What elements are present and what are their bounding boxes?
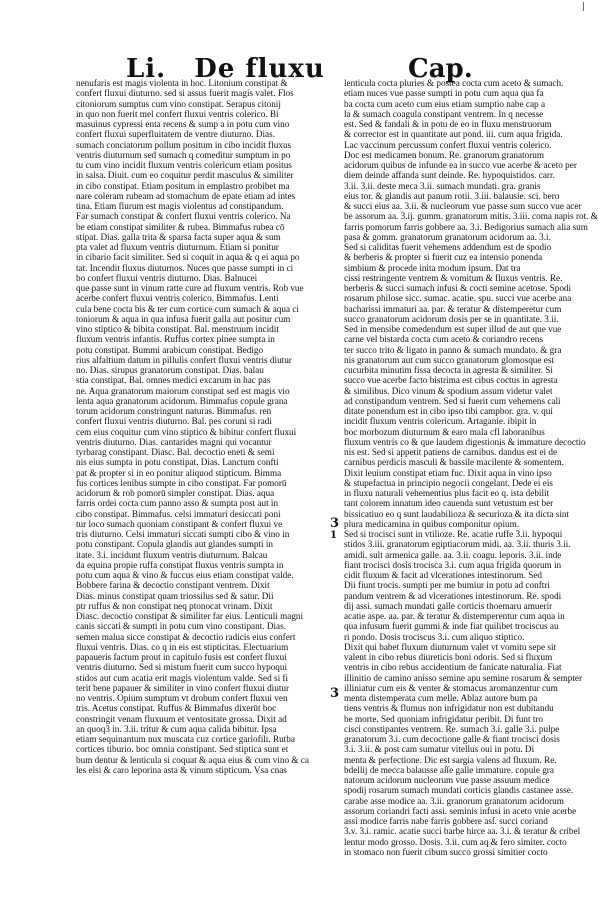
text-line: cula bene cocta bis & ter cum cortice cum sumach & aqua ci (76, 303, 299, 314)
text-line: nis granatorum aut cum succo granatorum glomosque est (344, 354, 554, 365)
text-line: assi modice farris nabe farris gobbere asſ. succi coriand (344, 816, 548, 826)
text-line: etiam nuces vue passe sumpti in potu cum aqua qua fa (344, 88, 544, 99)
corner-mark: | (580, 2, 586, 12)
text-line: torum acidorum constringunt naturas. Bimmafus. ren (76, 406, 272, 416)
text-line: in cibo constipat. Etiam positum in emplastro probibet ma (76, 180, 290, 191)
text-line: fluxui ventris. Dias. co q in eis est stipticitas. Electuarium (76, 641, 289, 652)
text-line: les elsi & caro leporina asta & vinum stipticum. Vsa cnas (76, 764, 287, 775)
text-line: & similibus. Dico vinum & spodium assum videtur valet (344, 385, 553, 396)
text-line: stipat. Dias. galla trita & sparsa facta super aqua & sum (76, 231, 281, 242)
text-line: menta distemperata cum melle. Ablaz autore bum pa (344, 693, 538, 703)
text-line: no ventris. Opium sumptum vt drobum confert fluxui ven (76, 693, 288, 703)
text-line: tat. Incendit fluxus diuturnos. Nuces que passe sumpti in ci (76, 262, 294, 273)
text-line: citoniorum sumptus cum vino constipat. Serapus citonij (76, 98, 281, 109)
text-line: be morte. Sed quoniam infrigidatur peribit. Di funt tro (344, 713, 544, 724)
text-line: nis eius sumpta in potu constipat. Dias. Lanctum confti (76, 457, 279, 468)
text-line: Bobbere farina & decoctio constipant ventrem. Dixit (76, 580, 270, 591)
text-line: diem deinde affanda sunt deinde. Re. hypoquistidos. carr. (344, 170, 555, 181)
text-line: & corrector est in quantitate aut pond. iii. cum aqua frigida. (344, 129, 563, 140)
text-line: Sed in mensibe comedendum est super illud de aut que vue (344, 324, 562, 334)
text-line: fiant trocisci dosis trocisca 3.i. cum aqua frigida quorum in (344, 559, 562, 570)
text-line: terit bene papauer & similiter in vino confert fluxui diutur (76, 682, 290, 693)
text-line: incidit fluxum ventris colericum. Artaganie. ibipit in (344, 416, 537, 427)
text-line: tris diuturno. Celsi immaturi siccati sumpti cibo & vino in (76, 529, 290, 539)
text-line: lentur modo grosso. Dosis. 3.ii. cum aq & fero simiter. cocto (344, 836, 567, 847)
text-line: que passe sunt in vinum ratte cure ad fluxum ventris. Rob vue (76, 283, 304, 293)
text-line: Dii fiunt trocis. sumpti per me bumiur in potu ad conftri (344, 580, 550, 591)
text-line: & succi eius aa. 3.ii. & nucleorum vue passe sum succo vue acer (344, 201, 582, 211)
text-line: vino stiptico & bibita constipat. Bal. menstruum incidit (76, 324, 279, 334)
text-line: illiniatur cum eis & venter & stomacus aromanzentur cum (344, 682, 558, 693)
text-line: amidi. sult armenica galle. aa. 3.ii. coagu. leporis. 3.ii. inde (344, 549, 562, 560)
text-line: carabe asse modice aa. 3.ii. granorum granatorum acidorum (344, 795, 564, 806)
text-line: & berberis & propter si fuerit cuz ea intensio ponenda (344, 252, 543, 263)
text-line: semen malua sicce constipat & decoctio radicis eius confert (76, 631, 296, 642)
text-line: potu cum aqua & vino & fuccus eius etiam constipat valde. (76, 570, 294, 580)
left-text-column (76, 78, 309, 775)
text-line: cortices tiburio. boc omnia constipant. Sed stiptica sunt et (76, 744, 289, 755)
margin-marker: 3 (330, 516, 340, 531)
text-line: bacharissi immaturi aa. par. & teratur & distemperetur cum (344, 303, 562, 314)
text-line: & stupefactua in principio negocii congelant. Dede ei eis (344, 477, 553, 488)
text-line: ter succo trito & ligato in panno & sumach mundato. & gra (344, 344, 562, 355)
text-line: in quo non fuerit mel confert fluxui ventris colerico. Bi (76, 108, 279, 119)
text-line: 3.ii. 3.ii. deste meca 3.ii. sumach mundati. gra. granis (344, 180, 541, 191)
running-title: De fluxu (194, 54, 325, 84)
text-line: Sed si caliditas fuerit vehemens addendum est de spodio (344, 242, 552, 252)
text-line: lenticula cocta pluries & postea cocta cum aceto & sumach. (344, 78, 564, 88)
text-line: pta valet ad fluxum ventris diuturnum. Etiam si ponitur (76, 242, 279, 252)
text-line: rius alfaltium datum in pillulis confert fluxui ventris diutur (76, 354, 292, 365)
text-line: Far sumach constipat & confert fluxui ventris colerico. Na (76, 211, 291, 222)
text-line: tur loco sumach quoniam constipant & confert fluxui ve (76, 518, 283, 529)
text-line: in salsa. Diuit. cum eo coquitur perdit masculus & similiter (76, 170, 294, 181)
text-line: 3.v. 3.i. ramic. acatie succi barbe hirce aa. 3.i. & teratur & cribel (344, 826, 581, 837)
text-line: cisci constipantes ventrem. Re. sumach 3.i. galle 3.i. pulpe (344, 723, 560, 734)
text-line: granatorum 3.i. cum decoctione galle & fiant trocisci dosis (344, 734, 560, 744)
text-line: carne vel bistarda cocta cum aceto & coriandro recens (344, 334, 543, 345)
text-line: confert fluxui superfluitatem de ventre diuturno. Dias. (76, 129, 276, 140)
text-line: cissi restringente ventrem & vomitum & fluxus ventris. Re. (344, 272, 563, 283)
text-line: spodij rosarum sumach mundati corticis glandis castanee asse. (344, 785, 574, 796)
text-line: valent in cibo rebus diureticis boni odoris. Sed si fluxum (344, 652, 553, 662)
margin-marker: 1 (330, 530, 337, 541)
text-line: bissicatiuo eo q sunt laudabilioza & securioza & ita dicta sint (344, 508, 570, 519)
text-line: acidorum & rob pomorū simpler constipat. Dias. aqua (76, 488, 275, 498)
text-line: nare coleram rubeam ad stomachum de epate etiam ad intes (76, 190, 296, 201)
text-line: Diasc. decoctio constipat & similiter far eius. Lenticuli magni (76, 611, 304, 621)
text-line: dij assi. sumach mundati galle corticis thoemaru amuerir (344, 600, 553, 611)
text-line: la & sumach coagula constipant ventrem. In q necesse (344, 108, 544, 119)
text-line: stidos aut cum acatia erit magis violentum valde. Sed si fi (76, 672, 289, 683)
text-line: 3.i. 3.ii. & post cam sumatur vitellus oui in potu. Di (344, 744, 535, 755)
text-line: ri pondo. Dosis trociscus 3.i. cum aliquo stiptico. (344, 631, 525, 642)
text-line: nenufaris est magis violenta in hoc. Litonium constipat & (76, 78, 288, 88)
text-line: Lac vaccinum percussum confert fluxui ventris colerico. (344, 139, 552, 150)
text-line: ventris diuturno. Sed si mistum fuerit cum succo hypoqui (76, 662, 288, 673)
text-line: acatie aspe. aa. par. & teratur & distemperentur cum aqua in (344, 611, 565, 621)
text-line: eius tor. & glandis aut panum rotii. 3.iii. balausie. sci. bero (344, 190, 560, 201)
text-line: farris ordei cocta cum panno asso & sumpta post aut in (76, 498, 279, 509)
text-line: da equina propie ruffa constipat fluxus ventris sumpta in (76, 559, 284, 570)
text-line: nis est. Sed si appetit patiens de carnibus. dandus est ei de (344, 447, 558, 457)
text-line: bdellij de mecca balausse aſſe galle immature. copule gra (344, 764, 554, 775)
text-line: bum dentur & lenticula si coquat & aqua eius & cum vino & ca (76, 754, 309, 765)
text-line: fluxum ventris infantis. Ruffus cortex pinee sumpta in (76, 334, 275, 345)
text-line: tyrbarag constipant. Diasc. Bal. decoctio eneti & semi (76, 447, 275, 457)
text-line: ne. Aqua granatorum maiorum constipat sed est magis vio (76, 385, 290, 396)
text-line: etiam sequinantum nux muscata cuz cortice gariofili. Rutba (76, 734, 295, 744)
text-line: natorum acidorum nucleorum vue passe assuum medice (344, 775, 550, 785)
text-line: boc morbozum diuturnum & earo mala cfl laboranibus (344, 426, 545, 437)
text-line: in stomaco non fuerit cibum succo grossi simitier cocto (344, 846, 548, 857)
text-line: lenta aqua granatorum acidorum. Bimmafus copule grana (76, 395, 288, 406)
text-line: Sed si trocisci sunt in vtilioze. Re. acatie ruffe 3.ii. hypoqui (344, 529, 563, 539)
text-line: carnibus perdicis masculi & bassile macilente & somentem. (344, 457, 564, 468)
text-line: tris. Acetus constipat. Ruffus & Bimmafus dixerūt boc (76, 703, 277, 714)
right-text-column (344, 78, 598, 857)
text-line: sumach conciatorum pollum positum in cibo incidit fluxus (76, 139, 292, 150)
text-line: rosarum philose sicc. sumac. acatie. spu. succi vue acerbe ana (344, 293, 572, 304)
text-line: acerbe confert fluxui ventris colerico. Bimmafus. Lenti (76, 293, 279, 304)
text-line: qua infusum fuerit gummi & inde fiat quilibet trociscus au (344, 621, 559, 632)
text-line: itate. 3.i. incidunt fluxum ventris diuturnum. Balcau (76, 549, 268, 560)
text-line: Doc est medicamen bonum. Re. granorum granatorum (344, 149, 545, 160)
text-line: ba cocta cum aceto cum eius etiam sumptio nabe cap a (344, 98, 546, 109)
text-line: be assorum aa. 3.ij. gumm. granatorum mitis. 3.iii. coma napis rot. & (344, 211, 598, 222)
text-line: tu cum vino incidit fluxum ventris colericum etiam positus (76, 160, 292, 170)
text-line: confert fluxui ventris diuturno. Bal. pes coruni si radi (76, 416, 272, 427)
text-line: succo vue acerbe facto bistrima est cibus coctus in agresta (344, 375, 558, 386)
text-line: stia constipat. Bal. omnes medici excarum in hac pas (76, 375, 271, 386)
text-line: cucurbita minutim fissa decocta in agresta & similiter. Si (344, 365, 553, 375)
text-line: pandum ventrem & ad vlcerationes intestinorum. Re. spodi (344, 590, 562, 601)
text-line: fluxum ventris co & que laudem digestionis & immature decoctio (344, 436, 586, 447)
text-line: ventris diuturnum sed sumach q comeditur sumptum in po (76, 149, 291, 160)
text-line: est. Sed & fandali & in potu de eo in fluxu menstruorum (344, 119, 552, 129)
text-line: papaueris factum prout in capitulo fusis est confert fluxui (76, 652, 287, 662)
text-line: succo granatorum acidorum dosis per se in quantitate. 3.ii. (344, 313, 559, 324)
text-line: acidorum quibus de infunde ea in succo vue acerbe & aceto per (344, 160, 577, 170)
text-line: plura medicamina in quibus componitur opium. (344, 518, 520, 529)
text-line: confert fluxui diuturno. sed si assus fuerit magis valet. Flos (76, 88, 294, 99)
text-line: assorum coriandri facti assi. seminis infusi in aceto vnie acerbe (344, 805, 577, 816)
text-line: cem eius coquitur cum vino stiptico & bibitur confert fluxui (76, 426, 297, 437)
text-line: bo confert fluxui ventris diuturno. Dias. Balnucei (76, 272, 258, 283)
text-line: constringit venam fluxuum et ventositate grossa. Dixit ad (76, 713, 287, 724)
text-line: pat & propter si in eo ponitur aliquod stipticum. Bimma (76, 467, 282, 478)
text-line: tiens ventris & flumus non infrigidatur non est dubitandu (344, 703, 554, 714)
text-line: berberis & succi sumach infusi & cocti semine acetose. Spodi (344, 283, 572, 293)
text-line: pasa & gomm. granatorum granatorum acidorum aa. 3.i. (344, 231, 551, 242)
text-line: cidit fluxum & facit ad vlcerationes intestinorum. Sed (344, 570, 542, 580)
text-line: potu constipat. Bummi arabicum constipat. Bedigo (76, 344, 264, 355)
text-line: Dixit qui babet fluxum diuturnum valet vt vomitu sepe sit (344, 641, 557, 652)
text-line: in cibario facit similiter. Sed si coquit in aqua & q ei aqua po (76, 252, 300, 263)
text-line: canis siccati & sumpti in potu cum vino constipant. Dias. (76, 621, 287, 632)
text-line: no. Dias. sirupus granatorum constipat. Dias. balau (76, 365, 264, 375)
text-line: tina. Etiam flurum est magis violentus ad constipandum. (76, 201, 284, 211)
text-line: menta & perfectione. Dic est sargia valens ad fluxum. Re. (344, 754, 557, 765)
text-line: be etiam constipat similiter & rubea. Bimmafus rubea cō (76, 221, 285, 232)
text-line: ptr ruffus & non constipat neq ptonocat vrinam. Dixit (76, 600, 273, 611)
text-line: in fluxu naturali vehementius plus facit eo q. ista debilit (344, 488, 550, 498)
text-line: ad constipandum ventrem. Sed si fuerit cum vehemens cali (344, 395, 561, 406)
text-line: potu constipant. Copula glandis aut glandes sumpti in (76, 539, 274, 550)
text-line: simbium & procede inita modum ipsum. Dat tra (344, 262, 521, 273)
text-line: illinitio de camino anisso semine apu semine rosarum & sempter (344, 672, 583, 683)
margin-marker: 3 (330, 686, 340, 701)
text-line: toniorum & aqua in qua infusa fuerit galla aut positur cum (76, 313, 291, 324)
text-line: masuinus cypressi enta recens & sump a in potu cum vino (76, 119, 290, 129)
text-line: tant colorem innatum ideo cauenda sunt vetustum est ber (344, 498, 554, 509)
text-line: ventris in cibo rebus accidentium de fanicate naturalia. Fiat (344, 662, 562, 673)
text-line: cibo constipat. Bimmafus. celsi immaturi desiccati poni (76, 508, 281, 519)
text-line: Dixit leuium constipat etiam fuc. Dixit aqua in vino ipso (344, 467, 552, 478)
page-header-right: Cap. (408, 54, 473, 84)
chapter-number: Li. (126, 54, 167, 84)
text-line: farris pomorum farris gobbere aa. 3.i. Bedigorius sumach alia sum (344, 221, 588, 232)
text-line: an quoq3 in. 3.ii. tritur & cum aqua calida bibitur. Ipsa (76, 723, 277, 734)
text-line: Dias. minus constipat quam triossilus sed & satur. Dii (76, 590, 274, 601)
text-line: ventris diuturno. Dias. cantarides magni qui vocantur (76, 436, 272, 447)
text-line: fus cortices lenibus sumpte in cibo constipat. Far pomorū (76, 477, 287, 488)
text-line: stidos 3.iii. granatorum egiptiacorum midi. aa. 3.ii. thuris 3.ii. (344, 539, 571, 550)
text-line: ditate ponendum est in cibo ipso tibi campbor. gra. v. qui (344, 406, 553, 416)
